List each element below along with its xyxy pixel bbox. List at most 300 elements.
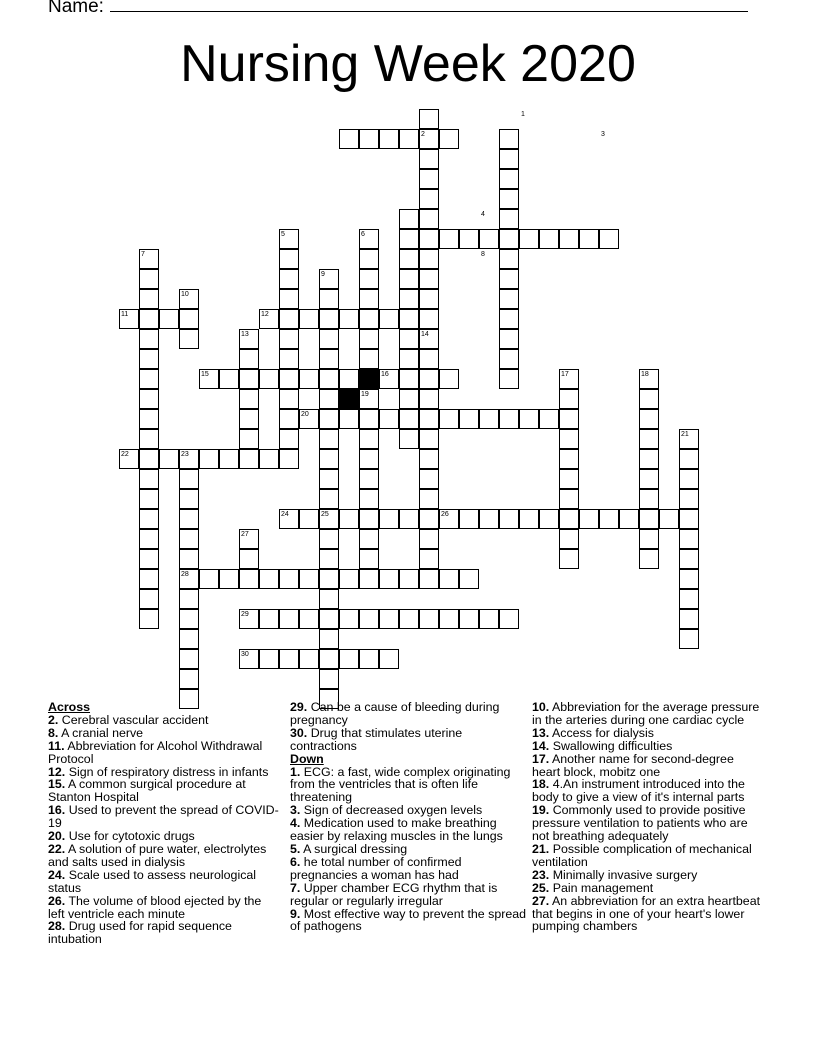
grid-cell[interactable] bbox=[279, 389, 299, 409]
grid-cell[interactable] bbox=[359, 449, 379, 469]
grid-cell[interactable] bbox=[279, 249, 299, 269]
grid-cell[interactable] bbox=[519, 409, 539, 429]
grid-cell[interactable] bbox=[599, 509, 619, 529]
grid-cell[interactable] bbox=[239, 429, 259, 449]
clue-item bbox=[48, 920, 280, 946]
grid-cell[interactable] bbox=[279, 309, 299, 329]
grid-cell[interactable] bbox=[279, 409, 299, 429]
clue-item-text: he total number of confirmed pregnancies a woman has had bbox=[290, 854, 462, 882]
clue-item-number: 18. bbox=[532, 777, 550, 792]
grid-cell[interactable] bbox=[339, 409, 359, 429]
grid-cell[interactable] bbox=[399, 369, 419, 389]
grid-cell[interactable] bbox=[339, 369, 359, 389]
grid-cell[interactable] bbox=[139, 549, 159, 569]
grid-cell[interactable] bbox=[419, 529, 439, 549]
grid-cell[interactable] bbox=[359, 529, 379, 549]
clue-item-text: Use for cytotoxic drugs bbox=[68, 829, 195, 844]
grid-cell[interactable] bbox=[179, 549, 199, 569]
grid-cell[interactable] bbox=[319, 629, 339, 649]
grid-cell[interactable] bbox=[139, 329, 159, 349]
grid-cell[interactable] bbox=[399, 269, 419, 289]
grid-cell[interactable] bbox=[439, 229, 459, 249]
grid-cell[interactable] bbox=[499, 609, 519, 629]
grid-cell[interactable] bbox=[419, 369, 439, 389]
grid-cell[interactable] bbox=[379, 309, 399, 329]
grid-cell[interactable] bbox=[459, 569, 479, 589]
grid-cell[interactable] bbox=[139, 369, 159, 389]
grid-cell[interactable] bbox=[419, 349, 439, 369]
clue-item bbox=[48, 843, 280, 869]
grid-cell[interactable] bbox=[679, 529, 699, 549]
grid-cell[interactable] bbox=[319, 549, 339, 569]
grid-cell[interactable] bbox=[359, 509, 379, 529]
clue-item-text: A common surgical procedure at Stanton Hospital bbox=[48, 777, 246, 805]
grid-cell[interactable] bbox=[339, 129, 359, 149]
clue-number: 26 bbox=[441, 511, 449, 518]
clue-item-text: 4.An instrument introduced into the body to give a view of it's internal parts bbox=[532, 777, 745, 805]
grid-cell[interactable] bbox=[639, 469, 659, 489]
clue-number: 12 bbox=[261, 311, 269, 318]
grid-cell[interactable] bbox=[319, 429, 339, 449]
grid-cell[interactable] bbox=[339, 609, 359, 629]
grid-cell[interactable] bbox=[319, 649, 339, 669]
clue-item-text: Pain management bbox=[552, 880, 654, 895]
grid-cell[interactable] bbox=[559, 449, 579, 469]
grid-cell[interactable] bbox=[419, 489, 439, 509]
grid-cell[interactable] bbox=[239, 369, 259, 389]
clue-item-number: 17. bbox=[532, 751, 550, 766]
grid-cell[interactable] bbox=[359, 129, 379, 149]
grid-cell[interactable] bbox=[539, 229, 559, 249]
grid-cell[interactable] bbox=[419, 109, 439, 129]
clue-number: 2 bbox=[421, 131, 425, 138]
grid-cell[interactable] bbox=[359, 329, 379, 349]
grid-cell[interactable] bbox=[479, 509, 499, 529]
grid-cell[interactable] bbox=[419, 309, 439, 329]
clue-item-number: 11. bbox=[48, 738, 65, 753]
grid-cell[interactable] bbox=[279, 609, 299, 629]
grid-cell[interactable] bbox=[399, 349, 419, 369]
grid-cell[interactable] bbox=[499, 149, 519, 169]
grid-cell[interactable] bbox=[559, 409, 579, 429]
grid-cell[interactable] bbox=[359, 569, 379, 589]
clue-item-number: 29. bbox=[290, 700, 308, 714]
grid-cell[interactable] bbox=[419, 389, 439, 409]
grid-cell[interactable] bbox=[279, 369, 299, 389]
grid-cell[interactable] bbox=[359, 269, 379, 289]
grid-cell[interactable] bbox=[139, 469, 159, 489]
clue-item bbox=[290, 701, 530, 727]
grid-cell[interactable] bbox=[259, 649, 279, 669]
grid-cell[interactable] bbox=[239, 349, 259, 369]
grid-cell[interactable] bbox=[499, 229, 519, 249]
grid-cell[interactable] bbox=[179, 329, 199, 349]
grid-cell[interactable] bbox=[239, 449, 259, 469]
clue-item-text: A surgical dressing bbox=[303, 841, 408, 856]
grid-cell[interactable] bbox=[539, 509, 559, 529]
grid-cell[interactable] bbox=[579, 229, 599, 249]
clue-item-number: 4. bbox=[290, 816, 301, 831]
grid-cell[interactable] bbox=[319, 489, 339, 509]
clue-item-number: 22. bbox=[48, 841, 66, 856]
clue-item-number: 15. bbox=[48, 777, 66, 792]
clue-item-number: 27. bbox=[532, 893, 550, 908]
grid-cell[interactable] bbox=[359, 309, 379, 329]
grid-cell[interactable] bbox=[399, 289, 419, 309]
clue-item-number: 21. bbox=[532, 841, 550, 856]
clue-item-text: Sign of decreased oxygen levels bbox=[303, 803, 483, 818]
grid-cell[interactable] bbox=[499, 409, 519, 429]
grid-cell[interactable] bbox=[559, 549, 579, 569]
clue-item-number: 26. bbox=[48, 893, 66, 908]
grid-cell[interactable] bbox=[359, 429, 379, 449]
grid-cell[interactable] bbox=[639, 489, 659, 509]
grid-cell[interactable] bbox=[399, 409, 419, 429]
grid-cell[interactable] bbox=[179, 669, 199, 689]
grid-cell[interactable] bbox=[279, 349, 299, 369]
grid-cell[interactable] bbox=[559, 469, 579, 489]
name-label: Name: bbox=[48, 0, 104, 17]
grid-cell[interactable] bbox=[299, 369, 319, 389]
grid-cell[interactable] bbox=[239, 389, 259, 409]
grid-cell[interactable] bbox=[679, 589, 699, 609]
grid-cell[interactable] bbox=[499, 209, 519, 229]
grid-cell[interactable] bbox=[159, 309, 179, 329]
clue-number: 11 bbox=[121, 311, 129, 318]
grid-cell[interactable] bbox=[179, 629, 199, 649]
grid-cell[interactable] bbox=[139, 289, 159, 309]
grid-cell[interactable] bbox=[259, 569, 279, 589]
grid-cell[interactable] bbox=[419, 189, 439, 209]
clue-item bbox=[48, 740, 280, 766]
clue-number: 20 bbox=[301, 411, 309, 418]
clue-number: 22 bbox=[121, 451, 129, 458]
grid-cell[interactable] bbox=[379, 409, 399, 429]
grid-cell[interactable] bbox=[679, 609, 699, 629]
grid-cell[interactable] bbox=[499, 189, 519, 209]
grid-cell[interactable] bbox=[239, 549, 259, 569]
grid-cell[interactable] bbox=[439, 609, 459, 629]
clue-number: 6 bbox=[361, 231, 365, 238]
grid-cell[interactable] bbox=[379, 569, 399, 589]
grid-cell[interactable] bbox=[399, 389, 419, 409]
grid-cell[interactable] bbox=[499, 169, 519, 189]
grid-cell[interactable] bbox=[559, 509, 579, 529]
grid-cell[interactable] bbox=[419, 149, 439, 169]
grid-cell[interactable] bbox=[139, 609, 159, 629]
grid-cell[interactable] bbox=[499, 349, 519, 369]
grid-cell[interactable] bbox=[139, 269, 159, 289]
grid-cell[interactable] bbox=[379, 609, 399, 629]
grid-cell[interactable] bbox=[319, 589, 339, 609]
clue-number: 24 bbox=[281, 511, 289, 518]
clue-item bbox=[48, 895, 280, 921]
grid-cell[interactable] bbox=[319, 529, 339, 549]
grid-cell[interactable] bbox=[579, 509, 599, 529]
grid-cell[interactable] bbox=[299, 609, 319, 629]
grid-cell[interactable] bbox=[419, 469, 439, 489]
grid-cell[interactable] bbox=[499, 509, 519, 529]
grid-cell[interactable] bbox=[259, 449, 279, 469]
grid-cell[interactable] bbox=[279, 429, 299, 449]
grid-cell[interactable] bbox=[399, 569, 419, 589]
grid-cell[interactable] bbox=[559, 389, 579, 409]
grid-cell[interactable] bbox=[139, 429, 159, 449]
clue-item-number: 23. bbox=[532, 867, 550, 882]
grid-cell[interactable] bbox=[639, 429, 659, 449]
grid-cell[interactable] bbox=[459, 229, 479, 249]
grid-cell[interactable] bbox=[639, 549, 659, 569]
grid-cell[interactable] bbox=[359, 249, 379, 269]
clue-number: 21 bbox=[681, 431, 689, 438]
grid-cell[interactable] bbox=[139, 489, 159, 509]
grid-cell[interactable] bbox=[219, 449, 239, 469]
grid-cell[interactable] bbox=[319, 329, 339, 349]
clue-item bbox=[532, 843, 764, 869]
grid-cell[interactable] bbox=[679, 449, 699, 469]
grid-cell[interactable] bbox=[319, 449, 339, 469]
grid-cell[interactable] bbox=[419, 249, 439, 269]
grid-cell[interactable] bbox=[239, 409, 259, 429]
grid-cell[interactable] bbox=[299, 649, 319, 669]
grid-cell[interactable] bbox=[239, 569, 259, 589]
grid-cell[interactable] bbox=[159, 449, 179, 469]
grid-cell[interactable] bbox=[399, 429, 419, 449]
grid-cell[interactable] bbox=[139, 389, 159, 409]
clue-number: 13 bbox=[241, 331, 249, 338]
grid-cell[interactable] bbox=[299, 569, 319, 589]
clue-item-text: Another name for second-degree heart block, mobitz one bbox=[532, 751, 734, 779]
clue-number: 4 bbox=[481, 211, 485, 218]
grid-cell[interactable] bbox=[499, 309, 519, 329]
grid-cell[interactable] bbox=[219, 369, 239, 389]
grid-cell[interactable] bbox=[139, 409, 159, 429]
clue-item-number: 25. bbox=[532, 880, 550, 895]
grid-cell[interactable] bbox=[419, 549, 439, 569]
grid-cell[interactable] bbox=[639, 409, 659, 429]
grid-cell[interactable] bbox=[319, 409, 339, 429]
grid-cell[interactable] bbox=[499, 129, 519, 149]
clue-item-text: Can be a cause of bleeding during pregnancy bbox=[290, 700, 500, 727]
grid-cell[interactable] bbox=[359, 469, 379, 489]
grid-cell[interactable] bbox=[439, 409, 459, 429]
grid-cell[interactable] bbox=[139, 349, 159, 369]
grid-cell[interactable] bbox=[619, 509, 639, 529]
grid-cell[interactable] bbox=[399, 329, 419, 349]
grid-cell[interactable] bbox=[179, 309, 199, 329]
grid-cell[interactable] bbox=[179, 609, 199, 629]
clue-item-number: 28. bbox=[48, 919, 66, 934]
grid-cell[interactable] bbox=[679, 569, 699, 589]
grid-cell[interactable] bbox=[499, 329, 519, 349]
grid-cell[interactable] bbox=[319, 309, 339, 329]
grid-cell[interactable] bbox=[179, 529, 199, 549]
clue-number: 29 bbox=[241, 611, 249, 618]
grid-cell[interactable] bbox=[599, 229, 619, 249]
grid-cell[interactable] bbox=[259, 369, 279, 389]
grid-cell[interactable] bbox=[299, 309, 319, 329]
grid-cell[interactable] bbox=[519, 229, 539, 249]
grid-cell[interactable] bbox=[199, 449, 219, 469]
grid-cell[interactable] bbox=[419, 269, 439, 289]
clue-item bbox=[48, 869, 280, 895]
clues-column-3 bbox=[532, 701, 764, 933]
clue-item-text: Scale used to assess neurological status bbox=[48, 867, 257, 895]
grid-cell[interactable] bbox=[359, 489, 379, 509]
clue-item-text: Minimally invasive surgery bbox=[552, 867, 698, 882]
clue-number: 27 bbox=[241, 531, 249, 538]
clue-number: 16 bbox=[381, 371, 389, 378]
clue-item-number: 16. bbox=[48, 803, 66, 818]
grid-cell[interactable] bbox=[459, 409, 479, 429]
grid-cell[interactable] bbox=[419, 509, 439, 529]
grid-cell[interactable] bbox=[379, 129, 399, 149]
grid-cell[interactable] bbox=[399, 249, 419, 269]
grid-cell[interactable] bbox=[179, 589, 199, 609]
grid-cell[interactable] bbox=[139, 529, 159, 549]
grid-cell[interactable] bbox=[439, 129, 459, 149]
grid-cell[interactable] bbox=[319, 289, 339, 309]
clue-item bbox=[532, 753, 764, 779]
clue-number: 18 bbox=[641, 371, 649, 378]
grid-cell[interactable] bbox=[539, 409, 559, 429]
grid-cell[interactable] bbox=[139, 449, 159, 469]
grid-cell[interactable] bbox=[419, 209, 439, 229]
clue-item-number: 13. bbox=[532, 725, 550, 740]
grid-cell[interactable] bbox=[299, 509, 319, 529]
grid-cell[interactable] bbox=[279, 269, 299, 289]
clue-number: 9 bbox=[321, 271, 325, 278]
grid-cell[interactable] bbox=[359, 289, 379, 309]
grid-cell[interactable] bbox=[499, 249, 519, 269]
grid-cell[interactable] bbox=[519, 509, 539, 529]
down-heading: Down bbox=[290, 751, 324, 766]
grid-cell[interactable] bbox=[399, 609, 419, 629]
grid-cell[interactable] bbox=[419, 169, 439, 189]
grid-cell[interactable] bbox=[279, 569, 299, 589]
grid-cell[interactable] bbox=[639, 389, 659, 409]
grid-cell[interactable] bbox=[359, 649, 379, 669]
clue-number: 30 bbox=[241, 651, 249, 658]
grid-cell[interactable] bbox=[379, 509, 399, 529]
clue-item-number: 3. bbox=[290, 803, 301, 818]
grid-cell[interactable] bbox=[459, 509, 479, 529]
grid-cell[interactable] bbox=[659, 509, 679, 529]
grid-cell[interactable] bbox=[559, 529, 579, 549]
grid-cell[interactable] bbox=[319, 569, 339, 589]
grid-cell[interactable] bbox=[359, 349, 379, 369]
clue-number: 14 bbox=[421, 331, 429, 338]
grid-cell[interactable] bbox=[339, 309, 359, 329]
grid-cell[interactable] bbox=[419, 609, 439, 629]
grid-cell[interactable] bbox=[259, 609, 279, 629]
grid-cell[interactable] bbox=[499, 369, 519, 389]
clue-number: 19 bbox=[361, 391, 369, 398]
clue-item-text: Upper chamber ECG rhythm that is regular or regularly irregular bbox=[290, 880, 498, 908]
grid-cell[interactable] bbox=[639, 509, 659, 529]
clue-item-text: Possible complication of mechanical ventilation bbox=[532, 841, 752, 869]
grid-cell[interactable] bbox=[179, 469, 199, 489]
grid-cell[interactable] bbox=[639, 449, 659, 469]
grid-cell[interactable] bbox=[499, 289, 519, 309]
clue-item-number: 2. bbox=[48, 712, 59, 727]
clue-item-number: 6. bbox=[290, 854, 301, 869]
grid-cell[interactable] bbox=[399, 209, 419, 229]
grid-cell[interactable] bbox=[179, 509, 199, 529]
grid-cell[interactable] bbox=[139, 309, 159, 329]
grid-cell[interactable] bbox=[399, 509, 419, 529]
clue-number: 28 bbox=[181, 571, 189, 578]
grid-cell[interactable] bbox=[399, 129, 419, 149]
grid-cell[interactable] bbox=[419, 409, 439, 429]
grid-cell[interactable] bbox=[479, 229, 499, 249]
grid-cell[interactable] bbox=[139, 569, 159, 589]
grid-cell[interactable] bbox=[679, 489, 699, 509]
clue-item-number: 1. bbox=[290, 764, 301, 779]
grid-cell[interactable] bbox=[319, 369, 339, 389]
grid-cell[interactable] bbox=[179, 489, 199, 509]
grid-cell[interactable] bbox=[379, 649, 399, 669]
grid-cell[interactable] bbox=[559, 429, 579, 449]
grid-cell[interactable] bbox=[279, 329, 299, 349]
grid-cell[interactable] bbox=[279, 649, 299, 669]
grid-cell[interactable] bbox=[319, 349, 339, 369]
grid-cell[interactable] bbox=[399, 309, 419, 329]
grid-cell[interactable] bbox=[319, 669, 339, 689]
grid-cell[interactable] bbox=[479, 409, 499, 429]
grid-cell[interactable] bbox=[679, 549, 699, 569]
grid-cell[interactable] bbox=[679, 629, 699, 649]
grid-cell[interactable] bbox=[559, 489, 579, 509]
grid-cell[interactable] bbox=[359, 409, 379, 429]
grid-cell[interactable] bbox=[199, 569, 219, 589]
grid-cell[interactable] bbox=[679, 509, 699, 529]
clue-item-number: 12. bbox=[48, 764, 66, 779]
clue-number: 23 bbox=[181, 451, 189, 458]
grid-cell[interactable] bbox=[319, 609, 339, 629]
grid-cell[interactable] bbox=[339, 569, 359, 589]
grid-cell[interactable] bbox=[399, 229, 419, 249]
grid-cell[interactable] bbox=[559, 229, 579, 249]
grid-cell[interactable] bbox=[639, 529, 659, 549]
clue-item-text: Cerebral vascular accident bbox=[61, 712, 209, 727]
grid-cell[interactable] bbox=[339, 509, 359, 529]
grid-cell[interactable] bbox=[419, 429, 439, 449]
grid-cell[interactable] bbox=[219, 569, 239, 589]
grid-cell[interactable] bbox=[279, 449, 299, 469]
grid-cell[interactable] bbox=[439, 569, 459, 589]
grid-cell[interactable] bbox=[419, 449, 439, 469]
grid-cell[interactable] bbox=[359, 549, 379, 569]
grid-cell[interactable] bbox=[339, 649, 359, 669]
grid-cell[interactable] bbox=[499, 269, 519, 289]
grid-cell[interactable] bbox=[319, 389, 339, 409]
grid-cell[interactable] bbox=[419, 229, 439, 249]
grid-cell[interactable] bbox=[459, 609, 479, 629]
clue-item-text: A solution of pure water, electrolytes and salts used in dialysis bbox=[48, 841, 267, 869]
grid-cell[interactable] bbox=[419, 289, 439, 309]
grid-cell[interactable] bbox=[419, 569, 439, 589]
grid-cell[interactable] bbox=[319, 469, 339, 489]
grid-cell[interactable] bbox=[139, 589, 159, 609]
grid-cell[interactable] bbox=[179, 649, 199, 669]
grid-cell[interactable] bbox=[679, 469, 699, 489]
grid-cell[interactable] bbox=[279, 289, 299, 309]
grid-cell[interactable] bbox=[359, 609, 379, 629]
grid-cell[interactable] bbox=[139, 509, 159, 529]
grid-cell[interactable] bbox=[479, 609, 499, 629]
grid-cell[interactable] bbox=[439, 369, 459, 389]
